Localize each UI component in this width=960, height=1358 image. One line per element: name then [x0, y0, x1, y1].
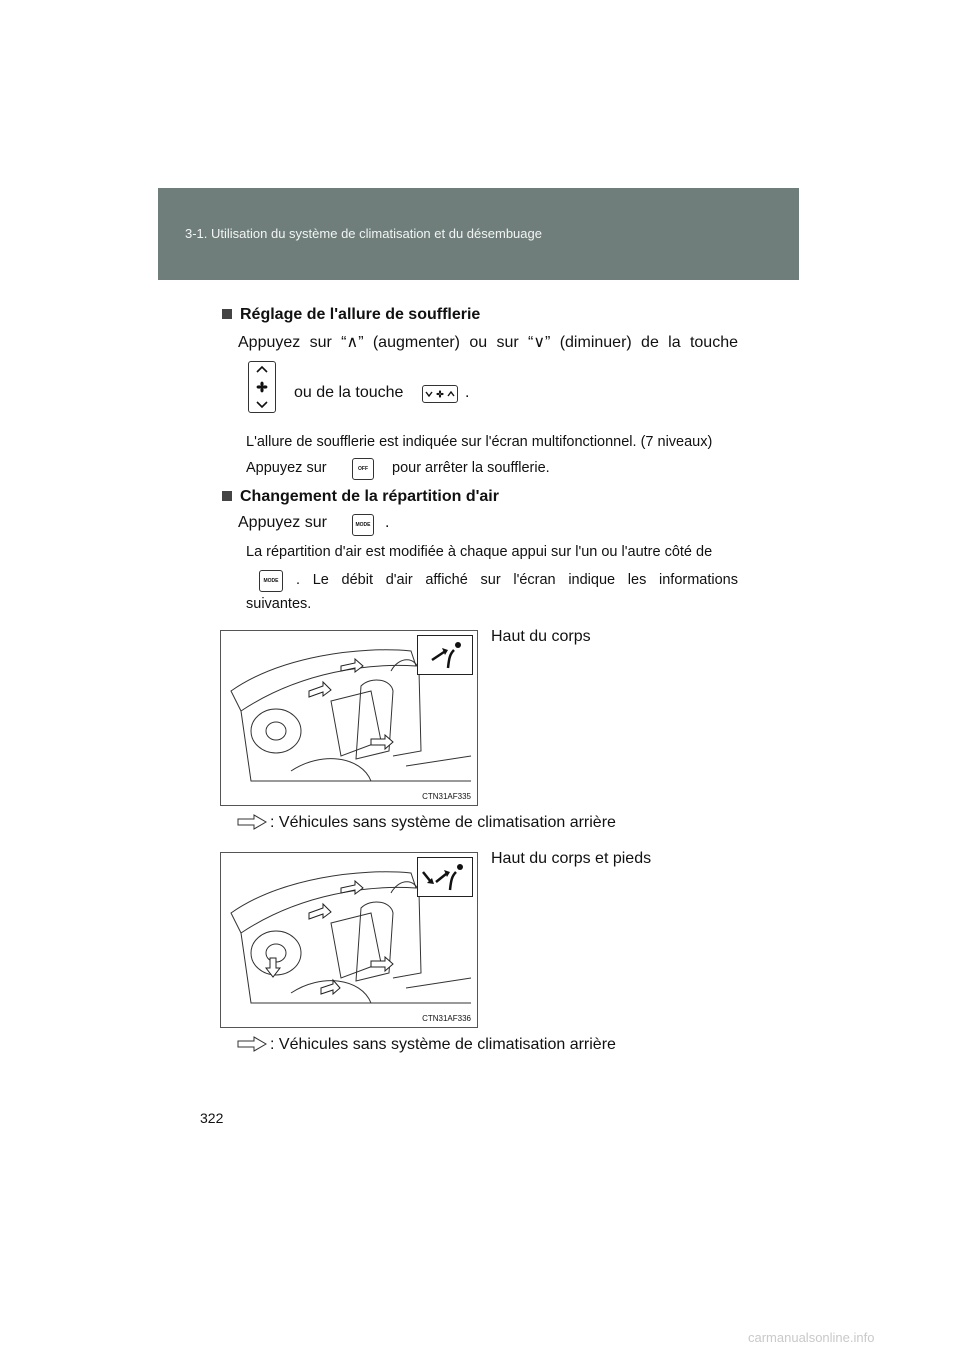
- car-interior-illustration-upper-feet: [220, 852, 478, 1028]
- mode-button-inline[interactable]: MODE: [259, 570, 283, 592]
- mode-heading: Changement de la répartition d'air: [222, 488, 499, 506]
- fan-icon: [436, 390, 444, 398]
- fan-rocker-button-vertical[interactable]: [248, 361, 276, 413]
- right-arrow-icon: [237, 1036, 267, 1052]
- chevron-down-icon: [256, 401, 268, 409]
- chevron-up-icon: [256, 365, 268, 373]
- mode-note-line1: La répartition d'air est modifiée à chaque appui sur l'un ou l'autre côté de: [246, 544, 713, 560]
- mode-instruction-start: Appuyez sur: [238, 514, 327, 531]
- watermark: carmanualsonline.info: [748, 1330, 875, 1345]
- fan-off-button[interactable]: OFF: [352, 458, 374, 480]
- chevron-up-icon: [447, 391, 455, 397]
- figure-footnote: : Véhicules sans système de climatisation arrière: [270, 1036, 616, 1053]
- figure-caption: Haut du corps et pieds: [491, 850, 652, 867]
- fan-off-note-start: Appuyez sur: [246, 460, 327, 476]
- figure-caption: Haut du corps: [491, 628, 591, 645]
- figure-code: CTN31AF335: [422, 792, 471, 801]
- mode-face-feet-icon: [417, 857, 473, 897]
- fan-alt-instruction: ou de la touche: [294, 384, 404, 401]
- mode-button[interactable]: MODE: [352, 514, 374, 536]
- fan-rocker-button-horizontal[interactable]: [422, 385, 458, 403]
- fan-icon: [256, 381, 268, 393]
- fan-alt-instruction-end: .: [465, 384, 470, 401]
- mode-instruction-end: .: [385, 514, 390, 531]
- mode-face-icon: [417, 635, 473, 675]
- bullet-square-icon: [222, 309, 232, 319]
- fan-level-note: L'allure de soufflerie est indiquée sur l'écran multifonctionnel. (7 niveaux): [246, 434, 713, 450]
- fan-off-note-end: pour arrêter la soufflerie.: [392, 460, 550, 476]
- fan-speed-heading: Réglage de l'allure de soufflerie: [222, 306, 480, 324]
- mode-note-line3: suivantes.: [246, 596, 312, 612]
- section-title: 3-1. Utilisation du système de climatisation et du désembuage: [185, 226, 542, 241]
- bullet-square-icon: [222, 491, 232, 501]
- figure-code: CTN31AF336: [422, 1014, 471, 1023]
- page-number: 322: [200, 1110, 224, 1126]
- car-interior-illustration-upper: [220, 630, 478, 806]
- mode-note-line2: . Le débit d'air affiché sur l'écran indique les informations: [296, 572, 738, 588]
- right-arrow-icon: [237, 814, 267, 830]
- chevron-down-icon: [425, 391, 433, 397]
- figure-footnote: : Véhicules sans système de climatisation arrière: [270, 814, 616, 831]
- fan-speed-instruction: Appuyez sur “∧” (augmenter) ou sur “∨” (diminuer) de la touche: [238, 334, 738, 351]
